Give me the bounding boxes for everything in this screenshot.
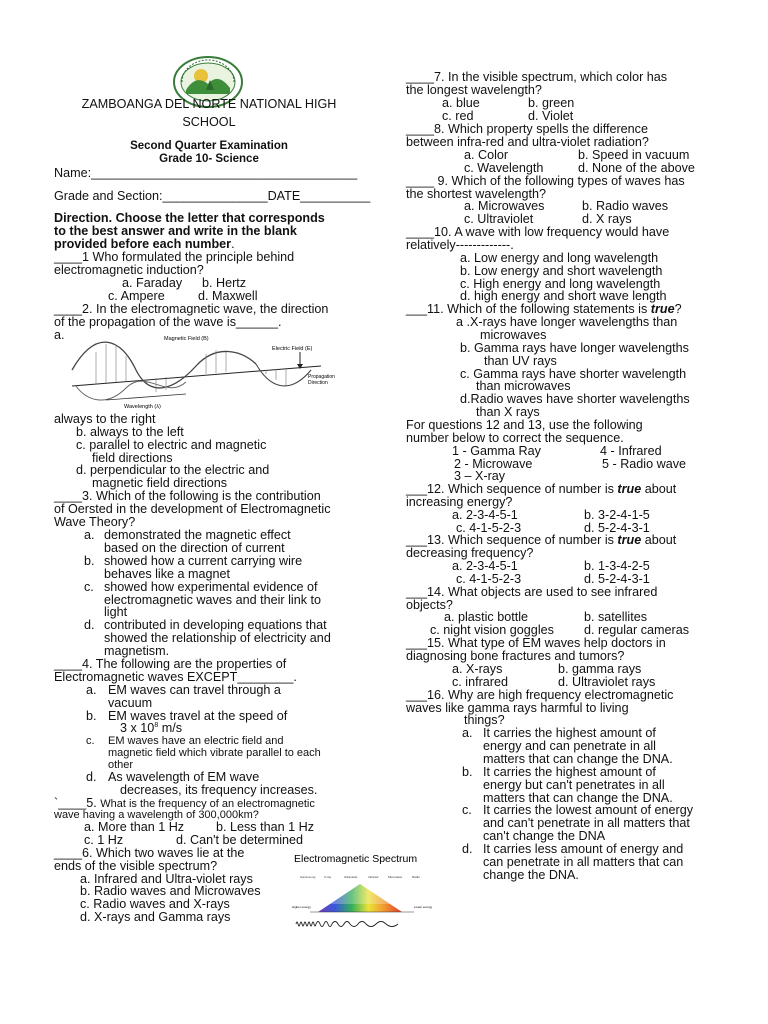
q15-option-b: b. gamma rays xyxy=(558,662,642,676)
q12-option-c: c. 4-1-5-2-3 xyxy=(456,521,522,535)
spectrum-high-energy: Higher energy xyxy=(292,905,311,909)
q2-option-d-2: magnetic field directions xyxy=(92,476,228,490)
q3-option-b-1: showed how a current carrying wire xyxy=(104,554,303,568)
q3-option-a-letter: a. xyxy=(84,528,95,542)
q16-option-b-2: energy but can't penetrates in all xyxy=(483,778,665,792)
q7-option-c: c. red xyxy=(442,109,474,123)
fig-propagation-label-1: Propagation xyxy=(308,374,335,380)
q4-option-b-1: EM waves travel at the speed of xyxy=(108,709,288,723)
q3-option-c-3: light xyxy=(104,605,128,619)
q6-option-b: b. Radio waves and Microwaves xyxy=(80,884,261,898)
q3-stem-2: of Oersted in the development of Electromagnetic xyxy=(54,502,331,516)
q4-option-c-letter: c. xyxy=(86,735,95,747)
q14-option-a: a. plastic bottle xyxy=(444,610,529,624)
q2-option-c-1: c. parallel to electric and magnetic xyxy=(76,438,267,452)
q7-stem-1: ____7. In the visible spectrum, which color has xyxy=(406,70,668,84)
q16-option-c-letter: c. xyxy=(462,803,472,817)
q16-option-a-letter: a. xyxy=(462,726,473,740)
q14-option-d: d. regular cameras xyxy=(584,623,689,637)
q3-option-c-letter: c. xyxy=(84,580,94,594)
q11-option-d-2: than X rays xyxy=(476,405,540,419)
q3-option-d-3: magnetism. xyxy=(104,644,170,658)
q9-option-a: a. Microwaves xyxy=(464,199,545,213)
q2-stem-1: ____2. In the electromagnetic wave, the direction xyxy=(54,302,329,316)
q7-option-b: b. green xyxy=(528,96,575,110)
q10-stem-2: relatively-------------. xyxy=(406,238,514,252)
q4-option-a-2: vacuum xyxy=(108,696,153,710)
q16-option-b-1: It carries the highest amount of xyxy=(483,765,656,779)
direction-line1: Direction. Choose the letter that corresponds xyxy=(54,211,325,225)
q5-option-a: a. More than 1 Hz xyxy=(84,820,185,834)
q16-stem-1: ___16. Why are high frequency electromagnetic xyxy=(406,688,674,702)
q4-option-d-1: As wavelength of EM wave xyxy=(108,770,260,784)
q3-option-c-1: showed how experimental evidence of xyxy=(104,580,318,594)
spectrum-band-label: X-ray xyxy=(324,875,332,879)
q3-option-a-2: based on the direction of current xyxy=(104,541,285,555)
q8-option-d: d. None of the above xyxy=(578,161,695,175)
q16-option-c-2: and can't penetrate in all matters that xyxy=(483,816,690,830)
name-field[interactable]: Name:______________________________________ xyxy=(54,166,358,180)
direction-line3: provided before each number. xyxy=(54,237,235,251)
q4-option-a-letter: a. xyxy=(86,683,97,697)
q1-stem-1: ____1 Who formulated the principle behind xyxy=(54,250,295,264)
q3-stem-1: ____3. Which of the following is the contribution xyxy=(54,489,321,503)
grade-section-date-field[interactable]: Grade and Section:_______________DATE__________ xyxy=(54,189,371,203)
q12-stem-1: ___12. Which sequence of number is true about xyxy=(406,482,677,496)
q14-stem-2: objects? xyxy=(406,598,453,612)
q3-option-c-2: electromagnetic waves and their link to xyxy=(104,593,322,607)
q13-stem-2: decreasing frequency? xyxy=(406,546,534,560)
q11-stem: ___11. Which of the following statements is true? xyxy=(406,302,682,316)
q10-option-a: a. Low energy and long wavelength xyxy=(460,251,659,265)
q4-option-c-1: EM waves have an electric field and xyxy=(108,735,284,747)
q7-option-a: a. blue xyxy=(442,96,480,110)
q12-13-intro-2: number below to correct the sequence. xyxy=(406,431,624,445)
fig-magnetic-label: Magnetic Field (B) xyxy=(164,336,209,342)
spectrum-band-label: Infrared xyxy=(368,875,379,879)
q16-option-d-letter: d. xyxy=(462,842,473,856)
exam-title: Second Quarter Examination xyxy=(130,140,288,152)
key-item-2: 2 - Microwave xyxy=(454,457,533,471)
q2-option-a: always to the right xyxy=(54,412,156,426)
q9-option-d: d. X rays xyxy=(582,212,632,226)
q4-stem-2: Electromagnetic waves EXCEPT________. xyxy=(54,670,297,684)
em-wave-diagram xyxy=(66,330,336,410)
q16-option-b-3: matters that can change the DNA. xyxy=(483,791,673,805)
q4-option-c-2: magnetic field which vibrate parallel to each xyxy=(108,747,321,759)
q1-option-c: c. Ampere xyxy=(108,289,165,303)
q1-stem-2: electromagnetic induction? xyxy=(54,263,204,277)
q16-stem-3: things? xyxy=(464,713,505,727)
q4-option-b-2: 3 x $10^8$ m/s xyxy=(120,721,183,735)
q16-option-a-1: It carries the highest amount of xyxy=(483,726,656,740)
q10-option-b: b. Low energy and short wavelength xyxy=(460,264,663,278)
fig-wavelength-label: Wavelength (λ) xyxy=(124,404,161,410)
q15-option-d: d. Ultraviolet rays xyxy=(558,675,656,689)
q3-option-d-letter: d. xyxy=(84,618,95,632)
grade-subject: Grade 10- Science xyxy=(159,153,259,165)
q2-option-d-1: d. perpendicular to the electric and xyxy=(76,463,270,477)
q1-option-b: b. Hertz xyxy=(202,276,247,290)
key-item-4: 4 - Infrared xyxy=(600,444,662,458)
direction-line2: to the best answer and write in the blank xyxy=(54,224,297,238)
q6-option-c: c. Radio waves and X-rays xyxy=(80,897,230,911)
q9-stem-2: the shortest wavelength? xyxy=(406,187,547,201)
q13-stem-1: ___13. Which sequence of number is true about xyxy=(406,533,677,547)
q11-option-c-2: than microwaves xyxy=(476,379,571,393)
school-name-line1: ZAMBOANGA DEL NORTE NATIONAL HIGH xyxy=(81,97,337,111)
q15-option-c: c. infrared xyxy=(452,675,508,689)
q2-stem-2: of the propagation of the wave is______. xyxy=(54,315,282,329)
q11-option-b-1: b. Gamma rays have longer wavelengths xyxy=(460,341,689,355)
q5-stem-1: `____5. What is the frequency of an electromagnetic xyxy=(54,796,315,810)
spectrum-title: Electromagnetic Spectrum xyxy=(294,853,418,865)
q12-option-a: a. 2-3-4-5-1 xyxy=(452,508,518,522)
q2-option-c-2: field directions xyxy=(92,451,173,465)
q14-stem-1: ___14. What objects are used to see infrared xyxy=(406,585,658,599)
q16-option-a-3: matters that can change the DNA. xyxy=(483,752,673,766)
q15-option-a: a. X-rays xyxy=(452,662,503,676)
fig-electric-label: Electric Field (E) xyxy=(272,346,313,352)
fig-propagation-label-2: Direction xyxy=(308,380,328,386)
q12-stem-2: increasing energy? xyxy=(406,495,513,509)
q11-option-c-1: c. Gamma rays have shorter wavelength xyxy=(460,367,687,381)
q3-option-d-2: showed the relationship of electricity and xyxy=(104,631,331,645)
q6-stem-1: ____6. Which two waves lie at the xyxy=(54,846,245,860)
em-spectrum-figure xyxy=(290,850,440,932)
spectrum-band-label: Microwave xyxy=(388,875,403,879)
q1-option-a: a. Faraday xyxy=(122,276,183,290)
q16-option-d-2: can penetrate in all matters that can xyxy=(483,855,684,869)
q8-stem-1: ____8. Which property spells the difference xyxy=(406,122,648,136)
q13-option-a: a. 2-3-4-5-1 xyxy=(452,559,518,573)
q12-option-b: b. 3-2-4-1-5 xyxy=(584,508,650,522)
q16-option-b-letter: b. xyxy=(462,765,473,779)
q2-option-b: b. always to the left xyxy=(76,425,184,439)
key-item-3: 3 – X-ray xyxy=(454,469,506,483)
q1-option-d: d. Maxwell xyxy=(198,289,258,303)
q4-option-a-1: EM waves can travel through a xyxy=(108,683,281,697)
spectrum-low-energy: Lower energy xyxy=(414,905,433,909)
q8-stem-2: between infra-red and ultra-violet radiation? xyxy=(406,135,649,149)
q8-option-c: c. Wavelength xyxy=(464,161,544,175)
q5-option-c: c. 1 Hz xyxy=(84,833,124,847)
q6-option-d: d. X-rays and Gamma rays xyxy=(80,910,231,924)
spectrum-band-label: Radio xyxy=(412,875,420,879)
q7-stem-2: the longest wavelength? xyxy=(406,83,542,97)
q16-option-c-1: It carries the lowest amount of energy xyxy=(483,803,693,817)
q8-option-b: b. Speed in vacuum xyxy=(578,148,690,162)
q9-option-c: c. Ultraviolet xyxy=(464,212,534,226)
q16-option-a-2: energy and can penetrate in all xyxy=(483,739,656,753)
q13-option-c: c. 4-1-5-2-3 xyxy=(456,572,522,586)
q14-option-b: b. satellites xyxy=(584,610,647,624)
q2-option-a-letter: a. xyxy=(54,328,65,342)
q13-option-b: b. 1-3-4-2-5 xyxy=(584,559,650,573)
q9-option-b: b. Radio waves xyxy=(582,199,669,213)
q4-option-c-3: other xyxy=(108,759,134,771)
q4-option-d-letter: d. xyxy=(86,770,97,784)
q11-option-a-1: a .X-rays have longer wavelengths than xyxy=(456,315,678,329)
q5-stem-2: wave having a wavelength of 300,000km? xyxy=(54,809,259,821)
q5-option-d: d. Can't be determined xyxy=(176,833,304,847)
q6-stem-2: ends of the visible spectrum? xyxy=(54,859,218,873)
q15-stem-1: ___15. What type of EM waves help doctors in xyxy=(406,636,666,650)
q6-option-a: a. Infrared and Ultra-violet rays xyxy=(80,872,253,886)
spectrum-band-label: Gamma ray xyxy=(300,875,316,879)
q3-option-b-2: behaves like a magnet xyxy=(104,567,231,581)
key-item-5: 5 - Radio wave xyxy=(602,457,686,471)
q4-stem-1: ____4. The following are the properties of xyxy=(54,657,287,671)
q12-13-intro-1: For questions 12 and 13, use the following xyxy=(406,418,643,432)
q4-option-b-letter: b. xyxy=(86,709,97,723)
q3-stem-3: Wave Theory? xyxy=(54,515,136,529)
q16-option-d-3: change the DNA. xyxy=(483,868,579,882)
q12-option-d: d. 5-2-4-3-1 xyxy=(584,521,650,535)
spectrum-band-label: Ultraviolet xyxy=(344,875,358,879)
q16-option-d-1: It carries less amount of energy and xyxy=(483,842,684,856)
school-name-line2: SCHOOL xyxy=(182,115,236,129)
q5-option-b: b. Less than 1 Hz xyxy=(216,820,315,834)
q7-option-d: d. Violet xyxy=(528,109,574,123)
q13-option-d: d. 5-2-4-3-1 xyxy=(584,572,650,586)
q9-stem-1: ____ 9. Which of the following types of waves has xyxy=(406,174,685,188)
key-item-1: 1 - Gamma Ray xyxy=(452,444,541,458)
q11-option-b-2: than UV rays xyxy=(484,354,557,368)
q10-option-c: c. High energy and long wavelength xyxy=(460,277,661,291)
q11-option-d-1: d.Radio waves have shorter wavelengths xyxy=(460,392,690,406)
q16-option-c-3: can't change the DNA xyxy=(483,829,606,843)
q11-option-a-2: microwaves xyxy=(480,328,547,342)
q15-stem-2: diagnosing bone fractures and tumors? xyxy=(406,649,625,663)
q3-option-b-letter: b. xyxy=(84,554,95,568)
q10-option-d: d. high energy and short wave length xyxy=(460,289,667,303)
q16-stem-2: waves like gamma rays harmful to living xyxy=(406,701,629,715)
q14-option-c: c. night vision goggles xyxy=(430,623,554,637)
q3-option-a-1: demonstrated the magnetic effect xyxy=(104,528,291,542)
q3-option-d-1: contributed in developing equations that xyxy=(104,618,327,632)
q8-option-a: a. Color xyxy=(464,148,509,162)
q10-stem-1: ____10. A wave with low frequency would have xyxy=(406,225,670,239)
q4-option-d-2: decreases, its frequency increases. xyxy=(120,783,318,797)
